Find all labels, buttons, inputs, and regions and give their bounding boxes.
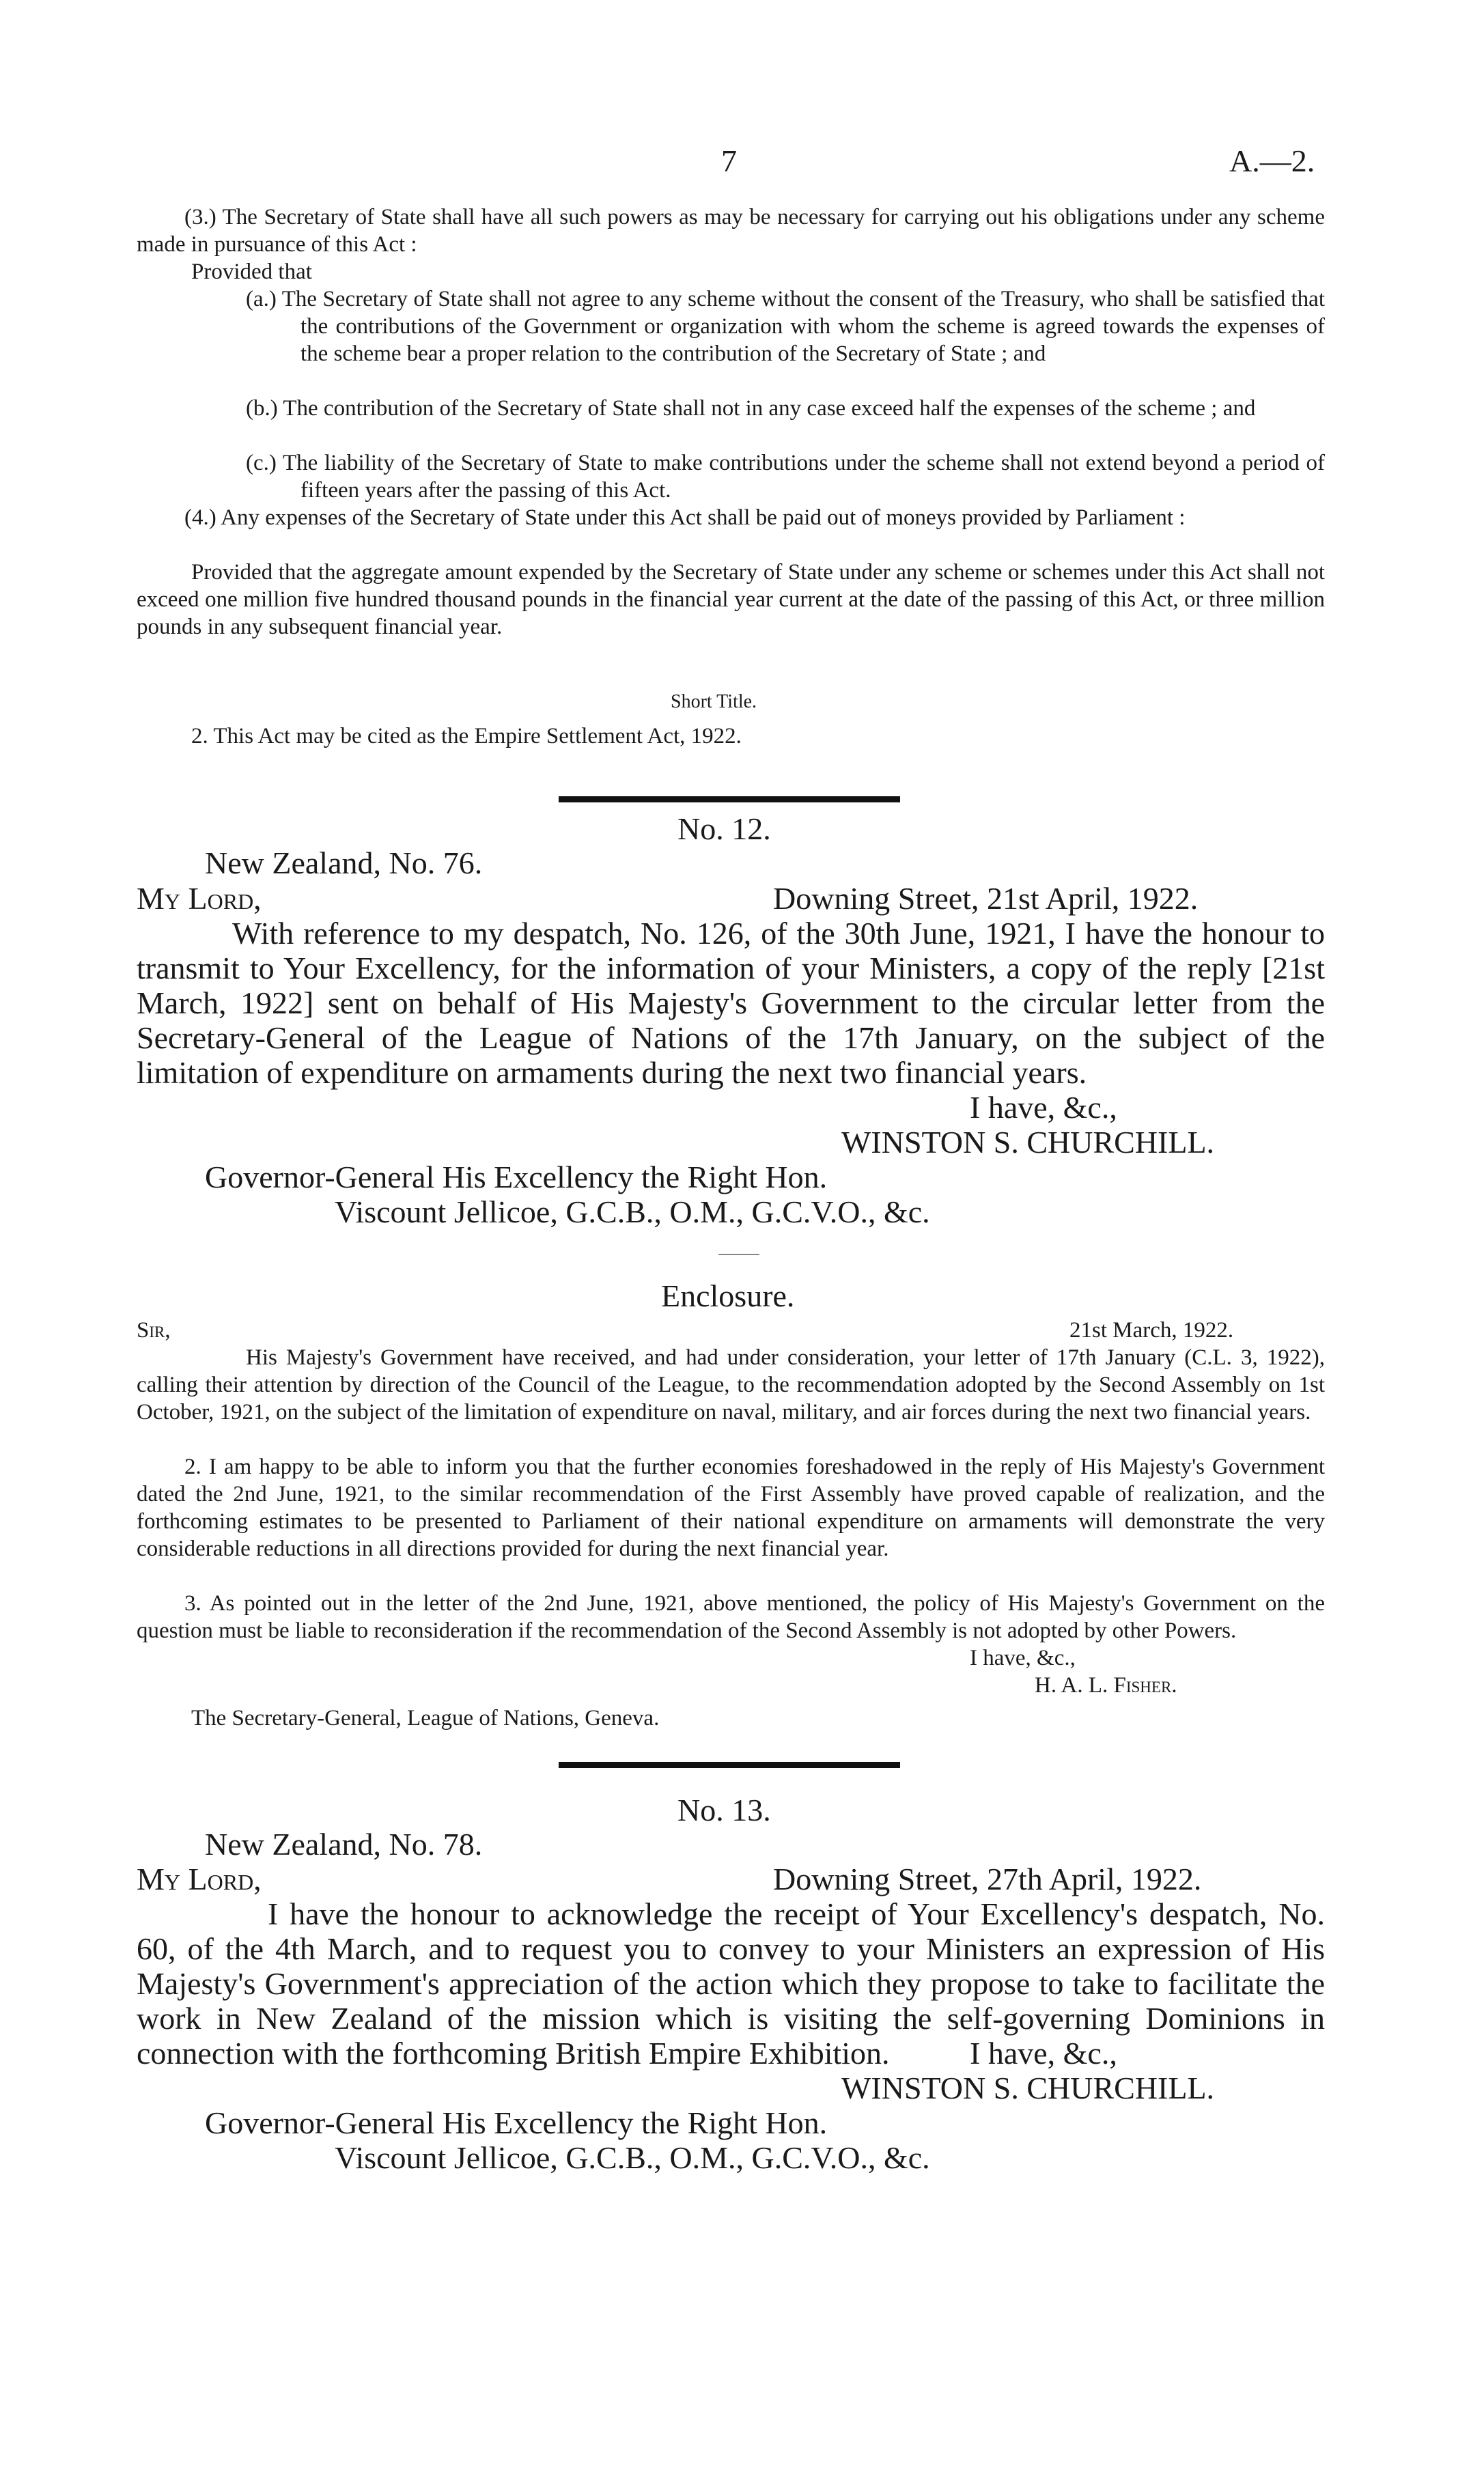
act-item-c: (c.) The liability of the Secretary of State to make contributions under the scheme shall not extend beyond a period of fifteen years after the passing of this Act. (246, 451, 1325, 503)
salutation-12: My Lord, (137, 881, 262, 916)
section-divider (559, 796, 900, 802)
closing-12: I have, &c., (970, 1090, 1117, 1125)
act-item-a: (a.) The Secretary of State shall not agree to any scheme without the consent of the Treasury, who shall be satisfied that the contributions of the Government or organization with whom the scheme is agreed towards the expenses of the scheme bear a proper relation to the contribution of the Secretary of State ; and (246, 287, 1325, 366)
page-number: 7 (721, 143, 737, 178)
act-subsection-3: (3.) The Secretary of State shall have all such powers as may be necessary for carrying out his obligations under any scheme made in pursuance of this Act : (137, 205, 1325, 257)
enclosure-heading: Enclosure. (661, 1278, 795, 1313)
place-date-13: Downing Street, 27th April, 1922. (773, 1862, 1202, 1896)
addressee-12-line1: Governor-General His Excellency the Right Hon. (205, 1160, 828, 1194)
enclosure-addressee: The Secretary-General, League of Nations, Geneva. (191, 1706, 660, 1730)
despatch-ref-12: New Zealand, No. 76. (205, 845, 483, 880)
act-item-b: (b.) The contribution of the Secretary of State shall not in any case exceed half the expenses of the scheme ; and (246, 396, 1256, 421)
signature-13: WINSTON S. CHURCHILL. (841, 2071, 1215, 2105)
enclosure-divider (718, 1254, 759, 1255)
despatch-heading-13: No. 13. (677, 1793, 771, 1827)
act-proviso: Provided that the aggregate amount expended by the Secretary of State under any scheme or schemes under this Act shall not exceed one million five hundred thousand pounds in the financial year current at the date of the passing of this Act, or three million pounds in any subsequent financial year. (137, 560, 1325, 639)
enclosure-closing: I have, &c., (970, 1646, 1076, 1670)
place-date-12: Downing Street, 21st April, 1922. (773, 881, 1199, 916)
section-divider (559, 1762, 900, 1768)
enclosure-paragraph-3: 3. As pointed out in the letter of the 2nd June, 1921, above mentioned, the policy of His Majesty's Government on the question must be liable to reconsideration if the recommendation of the Second Assembly is not adopted by other Powers. (137, 1591, 1325, 1643)
despatch-heading-12: No. 12. (677, 811, 771, 846)
enclosure-paragraph-2: 2. I am happy to be able to inform you that the further economies foreshadowed in the reply of His Majesty's Government dated the 2nd June, 1921, to the similar recommendation of the First Assembly have proved capable of realization, and the forthcoming estimates to be presented to Parliament of their national expenditure on armaments will demonstrate the very considerable reductions in all directions provided for during the next financial year. (137, 1455, 1325, 1561)
despatch-body-12: With reference to my despatch, No. 126, of the 30th June, 1921, I have the honour to transmit to Your Excellency, for the information of your Ministers, a copy of the reply [21st March, 1922] sent on behalf of His Majesty's Government to the circular letter from the Secretary-General of the League of Nations of the 17th January, on the subject of the limitation of expenditure on armaments during the next two financial years. (137, 916, 1325, 1090)
signature-12: WINSTON S. CHURCHILL. (841, 1125, 1215, 1160)
addressee-13-line2: Viscount Jellicoe, G.C.B., O.M., G.C.V.O., &c. (335, 2140, 930, 2175)
enclosure-salutation: Sir, (137, 1318, 171, 1343)
addressee-12-line2: Viscount Jellicoe, G.C.B., O.M., G.C.V.O., &c. (335, 1194, 930, 1229)
enclosure-paragraph-1: His Majesty's Government have received, and had under consideration, your letter of 17th January (C.L. 3, 1922), calling their attention by direction of the Council of the League, to the recommendation adopted by the Second Assembly on 1st October, 1921, on the subject of the limitation of expenditure on naval, military, and air forces during the next two financial years. (137, 1345, 1325, 1425)
act-provided-that: Provided that (191, 260, 312, 284)
short-title-heading: Short Title. (671, 691, 757, 712)
despatch-ref-13: New Zealand, No. 78. (205, 1827, 483, 1862)
salutation-13: My Lord, (137, 1862, 262, 1896)
enclosure-signature: H. A. L. Fisher. (1035, 1673, 1177, 1698)
despatch-body-13: I have the honour to acknowledge the receipt of Your Excellency's despatch, No. 60, of the 4th March, and to request you to convey to your Ministers an expression of His Majesty's Government's appreciation of the action which they propose to take to facilitate the work in New Zealand of the mission which is visiting the self-governing Dominions in connection with the forthcoming British Empire Exhibition. (137, 1896, 1325, 2071)
enclosure-date: 21st March, 1922. (1069, 1318, 1234, 1343)
closing-13: I have, &c., (970, 2036, 1117, 2071)
act-subsection-4: (4.) Any expenses of the Secretary of State under this Act shall be paid out of moneys provided by Parliament : (184, 505, 1186, 530)
addressee-13-line1: Governor-General His Excellency the Right Hon. (205, 2105, 828, 2140)
act-section-2: 2. This Act may be cited as the Empire Settlement Act, 1922. (191, 724, 742, 748)
document-reference: A.—2. (1229, 143, 1315, 178)
